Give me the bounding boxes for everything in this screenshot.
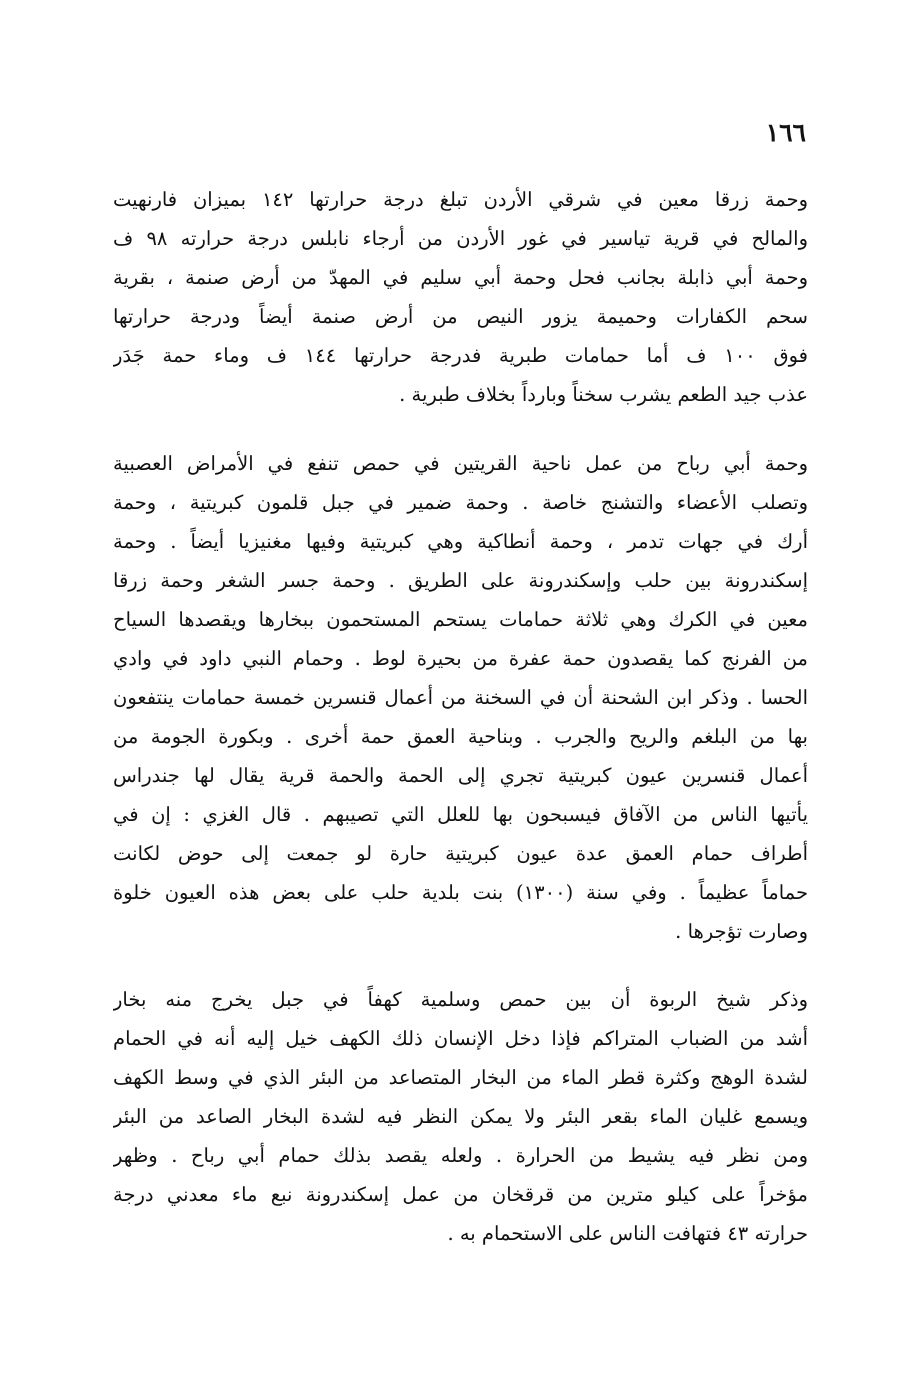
text-line: وتصلب الأعضاء والتشنج خاصة . وحمة ضمير في جبل قلمون كبريتية ، وحمة [113,491,808,514]
text-line: ومن نظر فيه يشيط من الحرارة . ولعله يقصد بذلك حمام أبي رباح . وظهر [113,1144,808,1167]
text-line: وذكر شيخ الربوة أن بين حمص وسلمية كهفاً في جبل يخرج منه بخار [113,988,808,1011]
paragraph-hot-springs-jordan [113,180,808,414]
text-line: وصارت تؤجرها . [675,920,808,943]
text-line: يأتيها الناس من الآفاق فيسبحون بها للعلل التي تصيبهم . قال الغزي : إن في [113,803,808,826]
text-line: لشدة الوهج وكثرة قطر الماء من البخار المتصاعد من البئر الذي في وسط الكهف [113,1066,808,1089]
text-line: ويسمع غليان الماء بقعر البئر ولا يمكن النظر فيه لشدة البخار الصاعد من البئر [113,1105,808,1128]
text-line: سحم الكفارات وحميمة يزور النيص من أرض صنمة أيضاً ودرجة حرارتها [113,305,808,328]
text-line: حرارته ٤٣ فتهافت الناس على الاستحمام به . [447,1222,808,1245]
page-number: ١٦٦ [765,118,806,147]
text-line: وحمة أبي رباح من عمل ناحية القريتين في حمص تنفع في الأمراض العصبية [113,452,808,475]
text-line: بها من البلغم والريح والجرب . وبناحية العمق حمة أخرى . وبكورة الجومة من [113,725,808,748]
text-line: الحسا . وذكر ابن الشحنة أن في السخنة من أعمال قنسرين خمسة حمامات ينتفعون [113,686,808,709]
text-line: إسكندرونة بين حلب وإسكندرونة على الطريق . وحمة جسر الشغر وحمة زرقا [113,569,808,592]
text-line: أعمال قنسرين عيون كبريتية تجري إلى الحمة والحمة قرية يقال لها جندراس [113,764,808,787]
text-line: من الفرنج كما يقصدون حمة عفرة من بحيرة لوط . وحمام النبي داود في وادي [113,647,808,670]
text-line: حماماً عظيماً . وفي سنة (١٣٠٠) بنت بلدية حلب على بعض هذه العيون خلوة [113,881,808,904]
text-line: مؤخراً على كيلو مترين من قرقخان من عمل إسكندرونة نبع ماء معدني درجة [113,1183,808,1206]
text-line: وحمة زرقا معين في شرقي الأردن تبلغ درجة حرارتها ١٤٢ بميزان فارنهيت [113,188,808,211]
paragraph-steam-cave [113,980,808,1253]
text-line: معين في الكرك وهي ثلاثة حمامات يستحم المستحمون ببخارها ويقصدها السياح [113,608,808,631]
text-line: عذب جيد الطعم يشرب سخناً وبارداً بخلاف طبرية . [399,383,808,406]
text-line: فوق ١٠٠ ف أما حمامات طبرية فدرجة حرارتها ١٤٤ ف وماء حمة جَدَر [113,344,808,367]
text-line: أطراف حمام العمق عدة عيون كبريتية حارة لو جمعت إلى حوض لكانت [113,842,808,865]
text-line: والمالح في قرية تياسير في غور الأردن من أرجاء نابلس درجة حرارته ٩٨ ف [113,227,808,250]
text-line: أشد من الضباب المتراكم فإذا دخل الإنسان ذلك الكهف خيل إليه أنه في الحمام [113,1027,808,1050]
paragraph-hot-springs-syria [113,444,808,951]
text-line: أرك في جهات تدمر ، وحمة أنطاكية وهي كبريتية وفيها مغنيزيا أيضاً . وحمة [113,530,808,553]
text-line: وحمة أبي ذابلة بجانب فحل وحمة أبي سليم في المهدّ من أرض صنمة ، بقرية [113,266,808,289]
